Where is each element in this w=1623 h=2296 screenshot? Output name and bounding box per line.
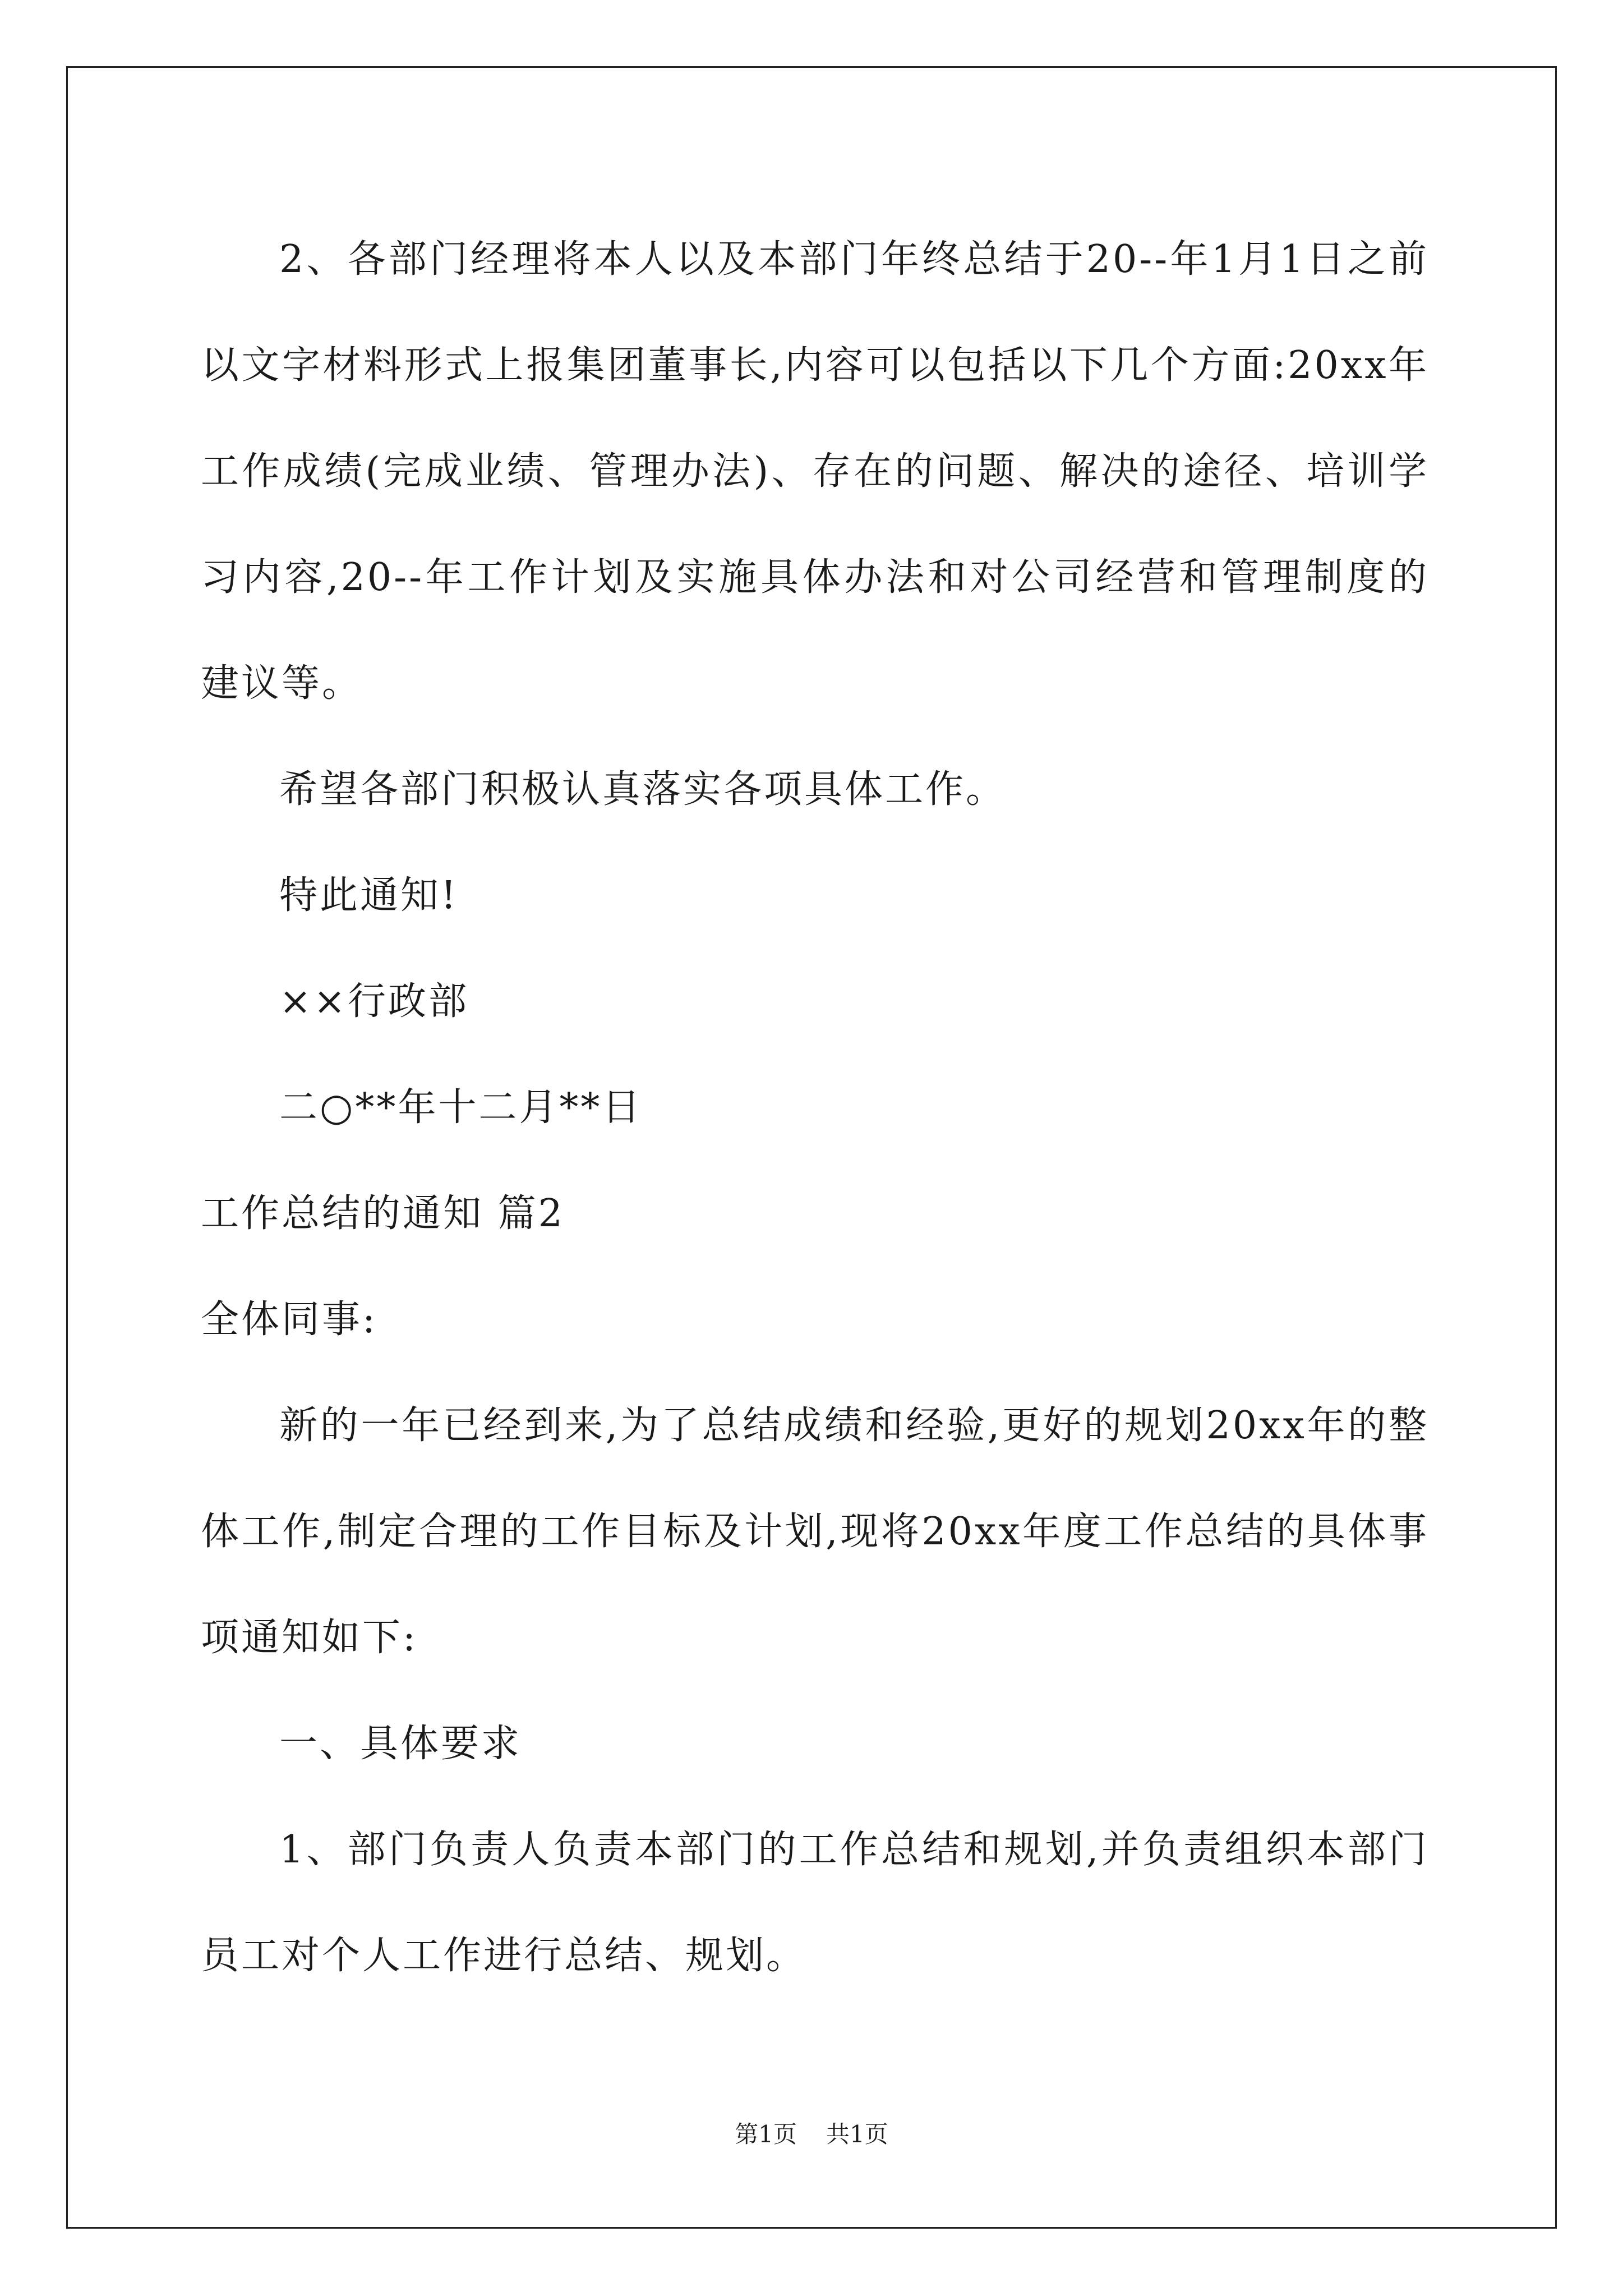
- page-total: 共1页: [826, 2120, 888, 2148]
- paragraph-requirement-1: 1、部门负责人负责本部门的工作总结和规划,并负责组织本部门员工对个人工作进行总结、规划。: [201, 1828, 1429, 1978]
- paragraph-hope: 希望各部门积极认真落实各项具体工作。: [279, 767, 1007, 812]
- document-body: [201, 206, 1429, 2009]
- paragraph-issuer: ××行政部: [279, 979, 469, 1024]
- paragraph-report-requirements: 2、各部门经理将本人以及本部门年终总结于20--年1月1日之前以文字材料形式上报集团董事长,内容可以包括以下几个方面:20xx年工作成绩(完成业绩、管理办法)、存在的问题、解决的途径、培训学习内容,20--年工作计划及实施具体办法和对公司经营和管理制度的建议等。: [201, 237, 1429, 706]
- section-heading: 工作总结的通知 篇2: [201, 1191, 565, 1236]
- paragraph-intro: 新的一年已经到来,为了总结成绩和经验,更好的规划20xx年的整体工作,制定合理的工作目标及计划,现将20xx年度工作总结的具体事项通知如下:: [201, 1404, 1429, 1660]
- page-number: 第1页: [735, 2120, 797, 2148]
- paragraph-date: 二○**年十二月**日: [279, 1085, 643, 1130]
- paragraph-notice-closing: 特此通知!: [279, 873, 459, 918]
- paragraph-subheading: 一、具体要求: [279, 1722, 522, 1766]
- page-footer: [0, 2118, 1623, 2151]
- paragraph-salutation: 全体同事:: [201, 1297, 377, 1342]
